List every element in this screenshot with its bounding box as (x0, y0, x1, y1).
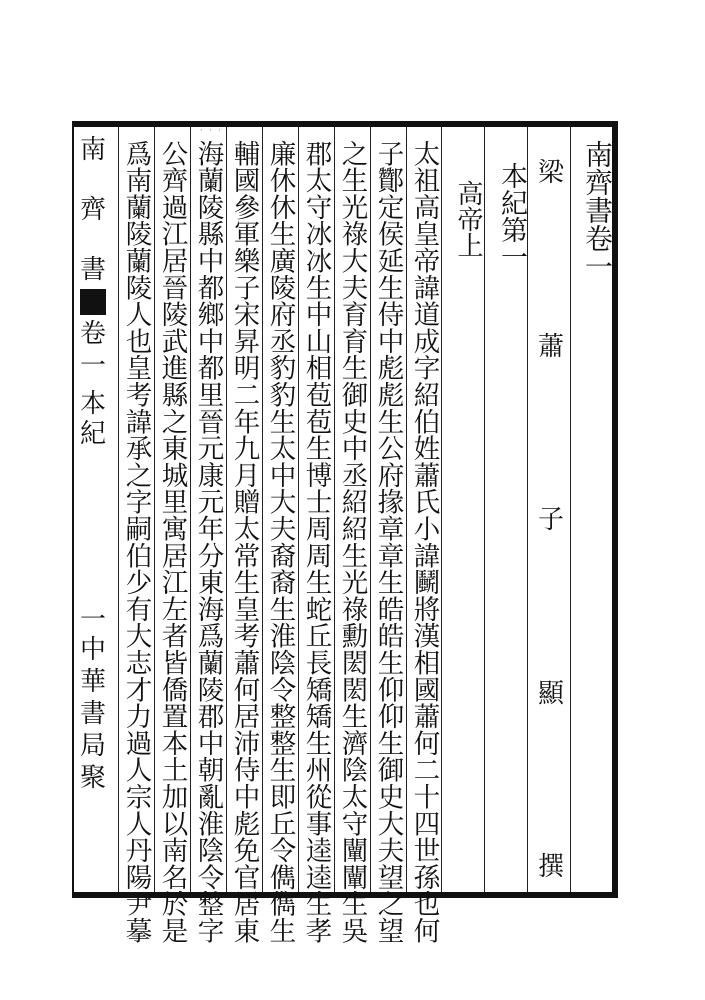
margin-publisher-char: 聚 (79, 763, 106, 793)
text-column: 之生光祿大夫育育生御史中丞紹紹生光祿勳閎閎生濟陰太守闡闡生吳 (336, 140, 368, 944)
text-column: 輔國參軍樂子宋昇明二年九月贈太常生皇考蕭何居沛侍中彪免官居東 (228, 140, 260, 944)
text-column: 公齊過江居晉陵武進縣之東城里寓居江左者皆僑置本土加以南名於是 (156, 140, 188, 944)
text-column: 太祖高皇帝諱道成字紹伯姓蕭氏小諱鬭將漢相國蕭何二十四世孫也何 (408, 140, 440, 944)
column-rule (406, 127, 407, 892)
margin-book-char: 南 (79, 135, 106, 165)
text-column: 爲南蘭陵蘭陵人也皇考諱承之字嗣伯少有大志才力過人宗人丹陽尹摹 (120, 140, 152, 944)
column-rule (298, 127, 299, 892)
column-rule (154, 127, 155, 892)
book-title: 南齊書卷一 (581, 140, 614, 280)
margin-volume-char: 一 (79, 351, 106, 381)
text-column: 子酇定侯延生侍中彪彪生公府掾章章生皓皓生仰仰生御史大夫望之望 (372, 140, 404, 944)
author-char: 蕭 (537, 331, 564, 362)
column-rule (334, 127, 335, 892)
author-dynasty: 梁 (537, 158, 564, 188)
column-rule (118, 127, 119, 892)
text-column: 郡太守冰冰生中山相苞苞生博士周周生蛇丘長矯矯生州從事逵逵生孝 (300, 140, 332, 944)
column-rule (570, 127, 571, 892)
margin-publisher-char: 華 (79, 667, 106, 697)
margin-publisher-char: 局 (79, 731, 106, 761)
column-rule (190, 127, 191, 892)
column-rule (441, 127, 442, 892)
text-column: 廉休休生廣陵府丞豹豹生太中大夫裔裔生淮陰令整整生即丘令儁儁生 (264, 140, 296, 944)
author-char: 子 (537, 505, 564, 535)
margin-category-char: 本 (79, 389, 106, 419)
margin-column (72, 137, 114, 897)
printer-dots: · · · (200, 126, 223, 135)
column-rule (226, 127, 227, 892)
margin-volume-char: 卷 (79, 319, 106, 349)
section-title: 高帝上 (453, 180, 483, 258)
column-rule (262, 127, 263, 892)
margin-publisher-char: 中 (79, 635, 106, 665)
author-action: 撰 (537, 852, 564, 882)
margin-page-number: 一 (79, 605, 106, 635)
margin-category-char: 紀 (79, 419, 106, 449)
column-rule (370, 127, 371, 892)
margin-book-char: 書 (79, 255, 106, 285)
margin-book-char: 齊 (79, 195, 106, 225)
author-line (536, 160, 566, 880)
fish-tail-mark (80, 289, 106, 315)
margin-publisher-char: 書 (79, 699, 106, 729)
chapter-title: 本紀第一 (496, 162, 527, 270)
author-char: 顯 (537, 678, 564, 709)
text-column: 海蘭陵縣中都鄉中都里晉元康元年分東海爲蘭陵郡中朝亂淮陰令整字 (192, 140, 224, 944)
